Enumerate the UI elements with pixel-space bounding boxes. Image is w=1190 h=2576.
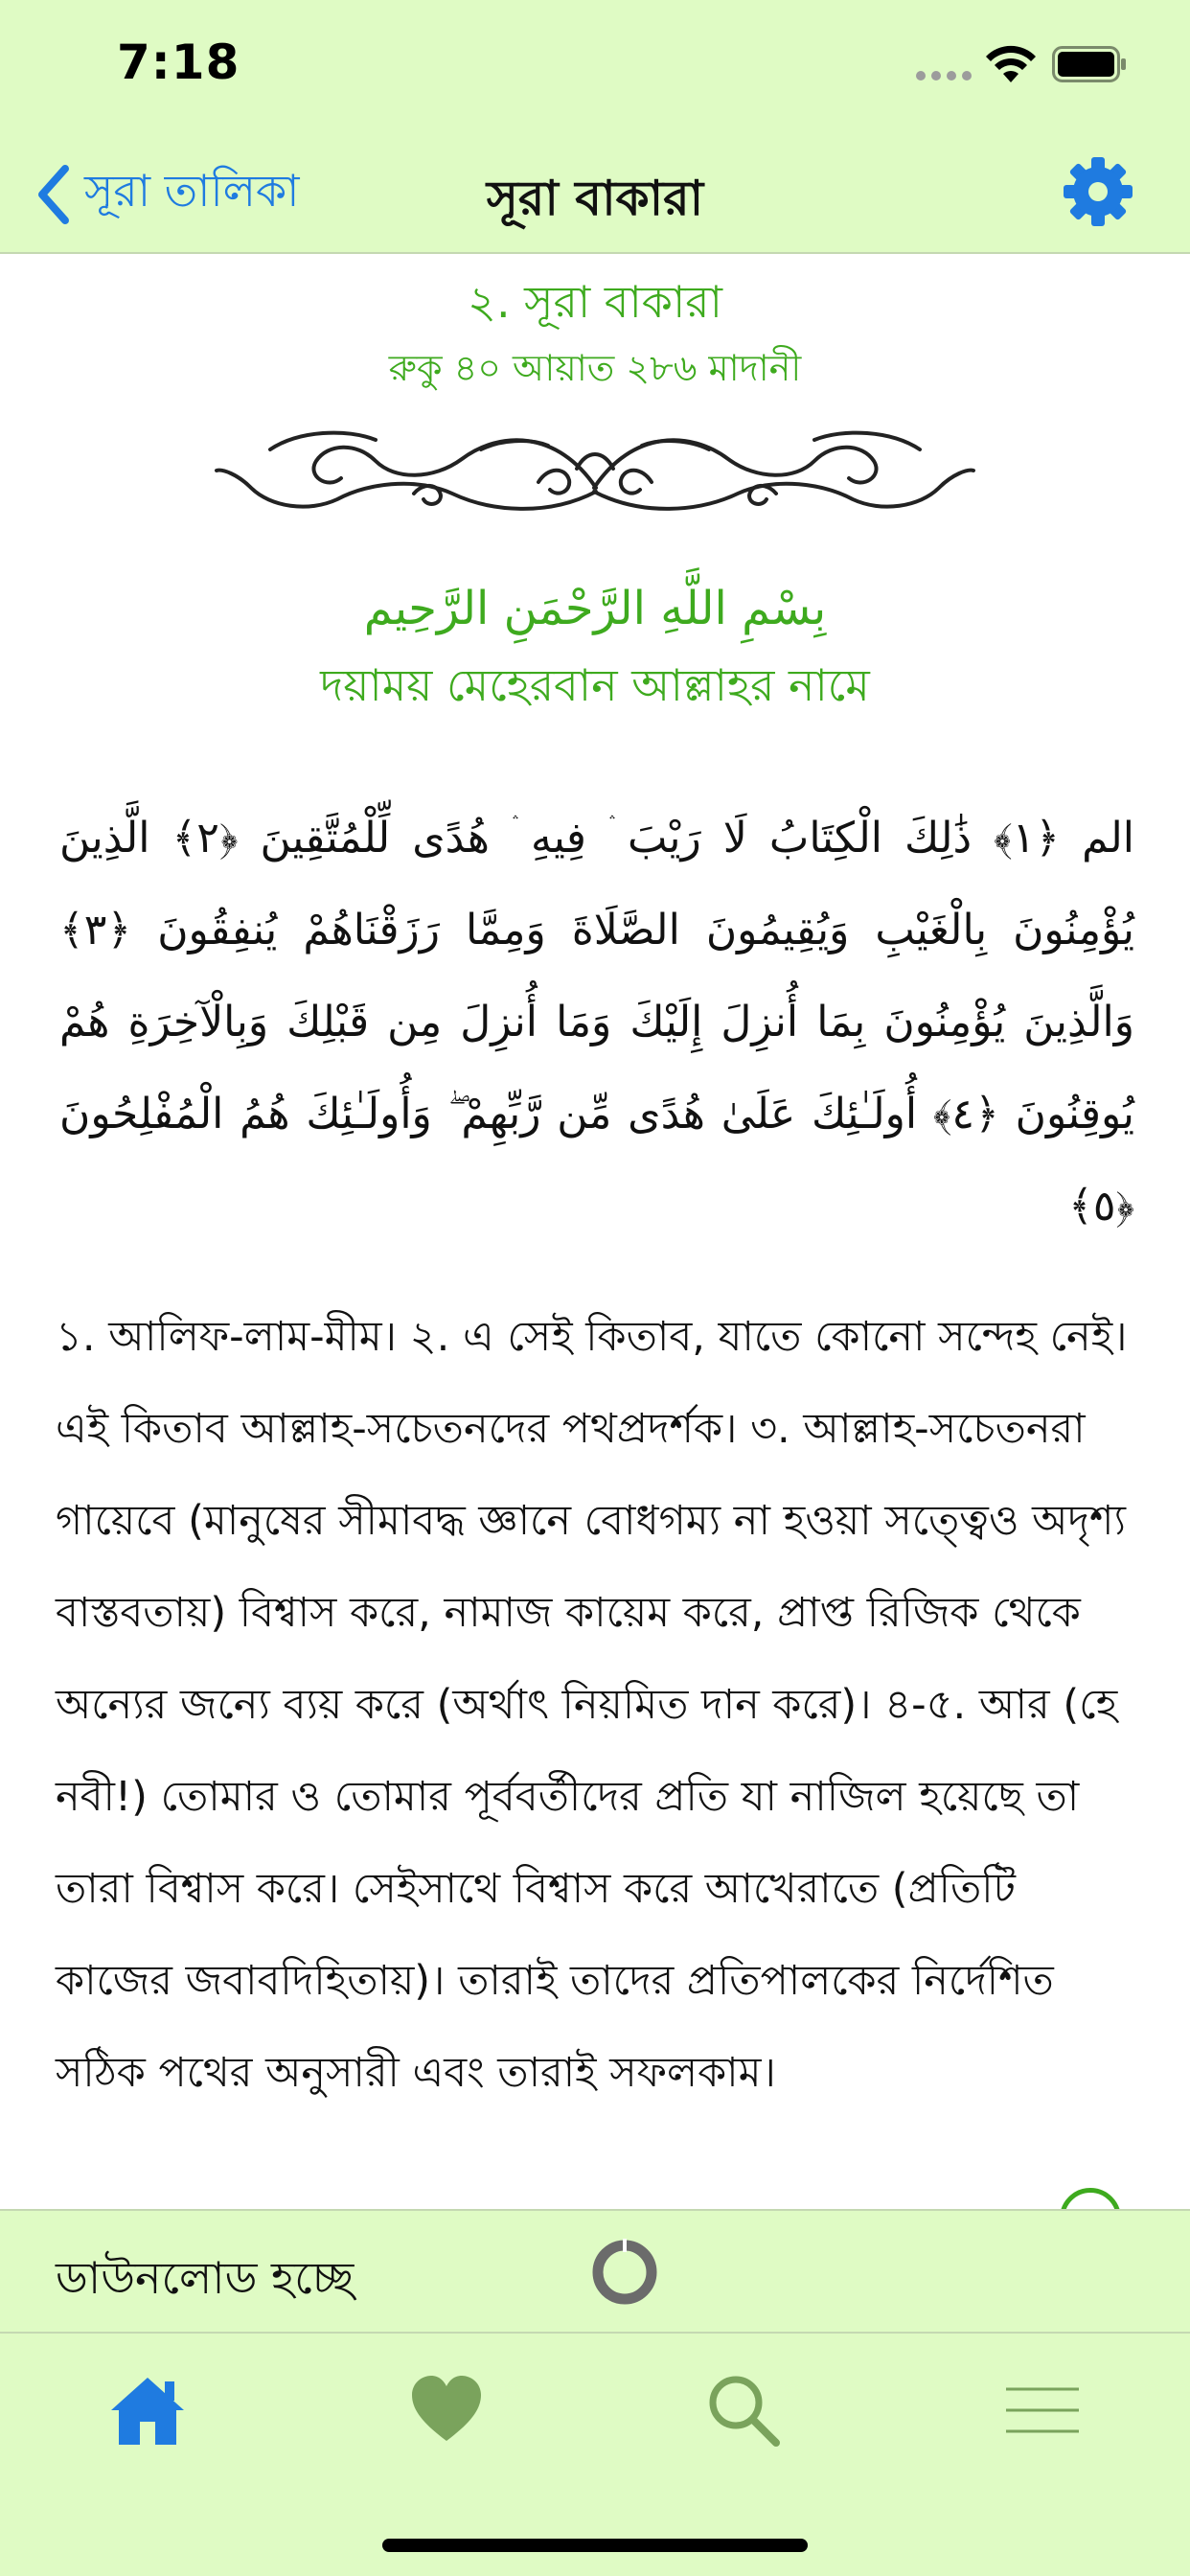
bengali-translation: ১. আলিফ-লাম-মীম। ২. এ সেই কিতাব, যাতে কোনো সন্দেহ নেই। এই কিতাব আল্লাহ-সচেতনদের পথপ্রদর্শক। ৩. আল্লাহ-সচেতনরা গায়েবে (মানুষের সীমাবদ্ধ জ্ঞানে বোধগম্য না হওয়া সত্ত্বেও অদৃশ্য বাস্তবতায়) বিশ্বাস করে, নামাজ কায়েম করে, প্রাপ্ত রিজিক থেকে অন্যের জন্যে ব্যয় করে (অর্থাৎ নিয়মিত দান করে)। ৪-৫. আর (হে নবী!) তোমার ও তোমার পূর্ববর্তীদের প্রতি যা নাজিল হয়েছে তা তারা বিশ্বাস করে। সেইসাথে বিশ্বাস করে আখেরাতে (প্রতিটি কাজের জবাবদিহিতায়)। তারাই তাদের প্রতিপালকের নির্দেশিত সঠিক পথের অনুসারী এবং তারাই সফলকাম। <box>56 1313 1128 2097</box>
home-icon <box>109 2372 186 2449</box>
wifi-icon <box>983 44 1039 86</box>
surah-content[interactable] <box>0 256 1190 2209</box>
page-title: সূরা বাকারা <box>486 171 704 226</box>
bismillah-bengali: দয়াময় মেহেরবান আল্লাহর নামে <box>320 659 870 711</box>
ornament-divider-icon <box>213 411 977 526</box>
back-button-label: সূরা তালিকা <box>84 165 300 217</box>
surah-name: ২. সূরা বাকারা <box>468 276 722 328</box>
tab-bar <box>0 2334 1190 2576</box>
heart-icon <box>408 2372 485 2449</box>
surah-info: রুকু ৪০ আয়াত ২৮৬ মাদানী <box>388 347 802 389</box>
gear-icon[interactable] <box>1062 155 1134 228</box>
search-icon <box>705 2372 782 2449</box>
scroll-button[interactable] <box>1060 2188 1121 2209</box>
status-bar <box>0 0 1190 134</box>
tab-home[interactable] <box>90 2353 205 2468</box>
navigation-bar <box>0 134 1190 254</box>
home-indicator[interactable] <box>382 2539 808 2552</box>
tab-menu[interactable] <box>985 2353 1100 2468</box>
status-time: 7:18 <box>117 34 240 90</box>
download-bar <box>0 2209 1190 2334</box>
cellular-signal-icon <box>916 71 972 80</box>
download-status-label: ডাউনলোড হচ্ছে <box>56 2252 355 2304</box>
arabic-verses: الم ﴿١﴾ ذَٰلِكَ الْكِتَابُ لَا رَيْبَ ۛ فِيهِ ۛ هُدًى لِّلْمُتَّقِينَ ﴿٢﴾ الَّذِينَ يُؤْمِنُونَ بِالْغَيْبِ وَيُقِيمُونَ الصَّلَاةَ وَمِمَّا رَزَقْنَاهُمْ يُنفِقُونَ ﴿٣﴾ وَالَّذِينَ يُؤْمِنُونَ بِمَا أُنزِلَ إِلَيْكَ وَمَا أُنزِلَ مِن قَبْلِكَ وَبِالْآخِرَةِ هُمْ يُوقِنُونَ ﴿٤﴾ أُولَـٰئِكَ عَلَىٰ هُدًى مِّن رَّبِّهِمْ ۖ وَأُولَـٰئِكَ هُمُ الْمُفْلِحُونَ ﴿٥﴾ <box>59 814 1135 1230</box>
loading-spinner-icon <box>588 2236 661 2309</box>
battery-icon <box>1052 46 1127 82</box>
bismillah-arabic: بِسْمِ اللَّهِ الرَّحْمَنِ الرَّحِيم <box>363 582 827 635</box>
menu-icon <box>1004 2372 1081 2449</box>
tab-search[interactable] <box>686 2353 801 2468</box>
tab-favorites[interactable] <box>389 2353 504 2468</box>
